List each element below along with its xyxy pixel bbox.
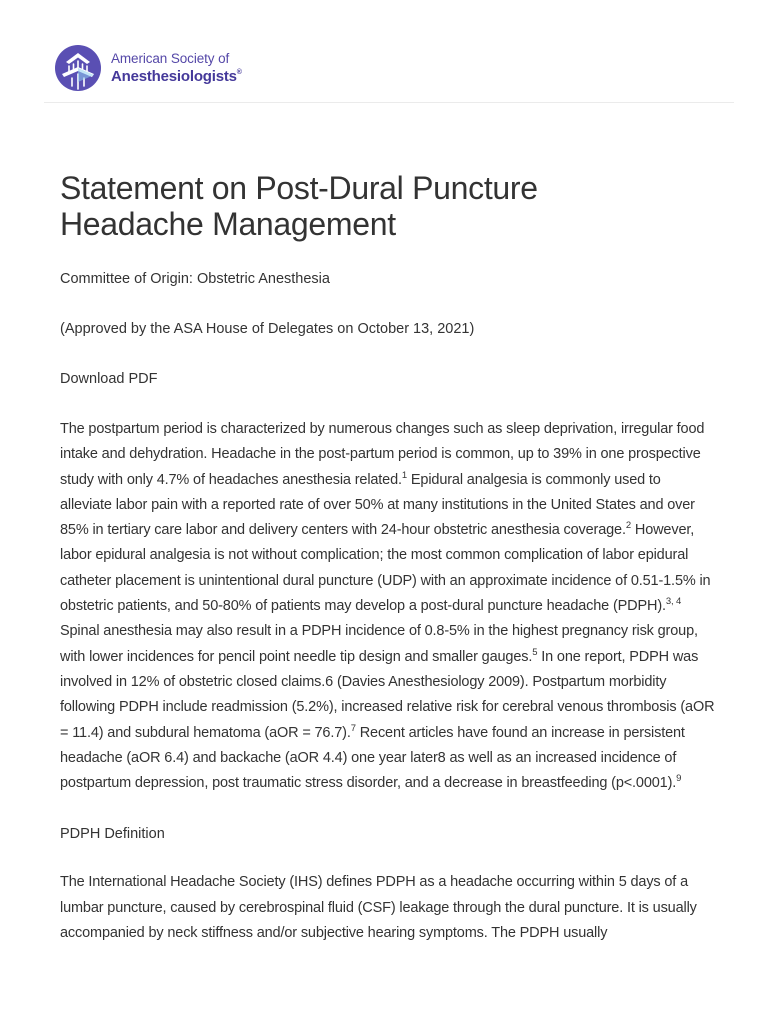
intro-text-1: The postpartum period is characterized by numerous changes such as sleep deprivation, irregular food intake and dehydration. Headache in the post-partum period is common, up to 39% in one prospective study with only 4.7% of headaches anesthesia related. bbox=[60, 421, 705, 488]
approval-note: (Approved by the ASA House of Delegates on October 13, 2021) bbox=[60, 321, 475, 337]
intro-text-2: Epidural analgesia is commonly used to alleviate labor pain with a reported rate of over 50% at many institutions in the United States and over 85% in tertiary care labor and delivery centers with 24-hour obstetric anesthesia coverage. bbox=[60, 471, 695, 539]
page-title bbox=[60, 170, 716, 242]
asa-logo-icon bbox=[54, 44, 102, 92]
citation-3-4: 3, 4 bbox=[665, 596, 682, 608]
citation-9: 9 bbox=[676, 773, 682, 785]
site-header bbox=[0, 0, 768, 104]
logo-text bbox=[111, 52, 242, 84]
intro-text-5: In one report, PDPH was involved in 12% of obstetric closed claims.6 (Davies Anesthesiology 2009). Postpartum morbidity following PDPH include readmission (5.2%), increased relative risk for cerebral venous thrombosis (aOR = 11.4) and subdural hematoma (aOR = 76.7). bbox=[60, 648, 715, 741]
asa-logo-link[interactable] bbox=[54, 44, 242, 92]
logo-name: Anesthesiologists bbox=[111, 67, 237, 85]
definition-paragraph: The International Headache Society (IHS) defines PDPH as a headache occurring within 5 days of a lumbar puncture, caused by cerebrospinal fluid (CSF) leakage through the dural puncture. It is usually accompanied by neck stiffness and/or subjective hearing symptoms. The PDPH usually bbox=[60, 874, 697, 942]
header-divider bbox=[44, 102, 734, 103]
intro-text-3: However, labor epidural analgesia is not without complication; the most common complication of labor epidural catheter placement is unintentional dural puncture (UDP) with an approximate incidence of 0.51-1.5% in obstetric patients, and 50-80% of patients may develop a post-dural puncture headache (PDPH). bbox=[60, 522, 711, 615]
logo-line-1: American Society of bbox=[111, 51, 230, 67]
intro-text-4: Spinal anesthesia may also result in a PDPH incidence of 0.8-5% in the highest pregnancy risk group, with lower incidences for pencil point needle tip design and smaller gauges. bbox=[60, 623, 698, 665]
download-pdf-paragraph bbox=[60, 369, 716, 389]
section-heading-pdph-definition: PDPH Definition bbox=[60, 826, 165, 843]
citation-5: 5 bbox=[532, 646, 538, 658]
document-content bbox=[60, 170, 716, 946]
logo-line-2 bbox=[111, 69, 242, 84]
page-title-line-1: Statement on Post-Dural Puncture bbox=[60, 170, 538, 206]
committee-of-origin: Committee of Origin: Obstetric Anesthesia bbox=[60, 271, 330, 287]
citation-2: 2 bbox=[625, 520, 631, 532]
page-title-line-2: Headache Management bbox=[60, 206, 396, 242]
download-pdf-link[interactable]: Download PDF bbox=[60, 371, 158, 387]
intro-paragraph bbox=[60, 417, 716, 796]
intro-text-6: Recent articles have found an increase in persistent headache (aOR 6.4) and backache (aOR 4.4) one year later8 as well as an increased incidence of postpartum depression, post traumatic stress disorder, and a decrease in breastfeeding (p<.0001). bbox=[60, 724, 685, 792]
registered-mark: ® bbox=[236, 68, 242, 76]
citation-1: 1 bbox=[401, 469, 408, 481]
citation-7: 7 bbox=[350, 722, 356, 734]
